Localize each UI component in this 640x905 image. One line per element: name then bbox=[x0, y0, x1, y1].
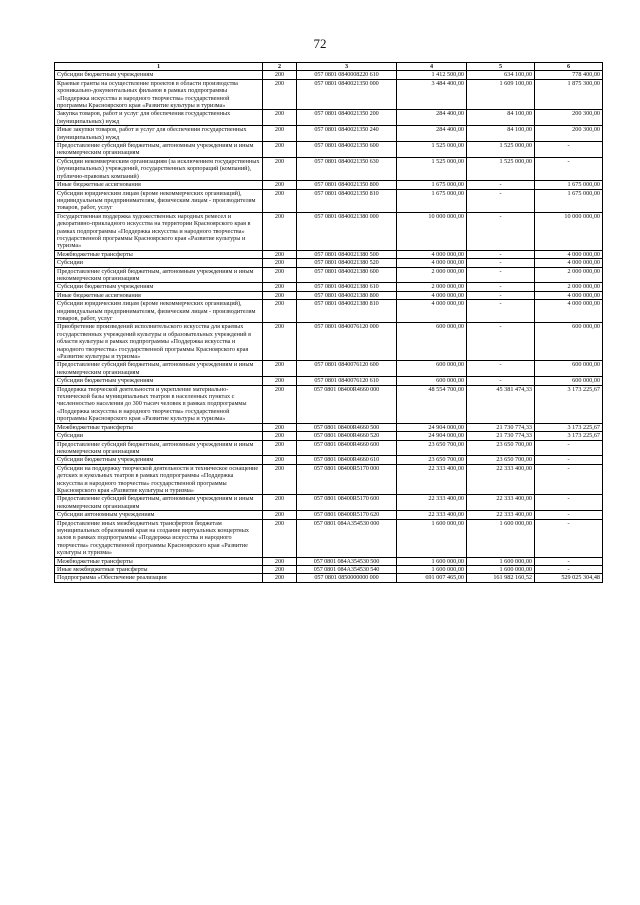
admin-code-cell: 200 bbox=[263, 71, 297, 79]
amount-cell: - bbox=[467, 283, 535, 291]
table-body bbox=[55, 71, 603, 582]
amount-cell: - bbox=[467, 267, 535, 283]
amount-cell: 22 333 400,00 bbox=[467, 495, 535, 511]
amount-cell: 23 650 700,00 bbox=[467, 440, 535, 456]
column-header: 6 bbox=[535, 63, 603, 71]
budget-code-cell: 057 0801 08400R4660 600 bbox=[297, 440, 397, 456]
table-row bbox=[55, 212, 603, 250]
amount-cell: 4 000 000,00 bbox=[535, 250, 603, 258]
amount-cell: 3 173 225,67 bbox=[535, 385, 603, 423]
admin-code-cell: 200 bbox=[263, 557, 297, 565]
amount-cell: 10 000 000,00 bbox=[535, 212, 603, 250]
budget-code-cell: 057 0801 08400R4660 610 bbox=[297, 456, 397, 464]
row-name-cell: Субсидии bbox=[55, 432, 263, 440]
amount-cell: 84 100,00 bbox=[467, 126, 535, 142]
admin-code-cell: 200 bbox=[263, 126, 297, 142]
row-name-cell: Иные бюджетные ассигнования bbox=[55, 181, 263, 189]
amount-cell: 200 300,00 bbox=[535, 126, 603, 142]
table-row bbox=[55, 566, 603, 574]
amount-cell: 22 333 400,00 bbox=[397, 464, 467, 495]
amount-cell: 1 675 000,00 bbox=[535, 189, 603, 212]
table-row bbox=[55, 423, 603, 431]
budget-code-cell: 057 0801 084А354530 500 bbox=[297, 557, 397, 565]
row-name-cell: Субсидии бюджетным учреждениям bbox=[55, 377, 263, 385]
budget-code-cell: 057 0801 0840021350 600 bbox=[297, 142, 397, 158]
admin-code-cell: 200 bbox=[263, 566, 297, 574]
amount-cell: 529 025 304,48 bbox=[535, 574, 603, 582]
table-row bbox=[55, 110, 603, 126]
budget-code-cell: 057 0801 0840021350 800 bbox=[297, 181, 397, 189]
amount-cell: - bbox=[467, 361, 535, 377]
amount-cell: 1 600 000,00 bbox=[397, 566, 467, 574]
row-name-cell: Субсидии бюджетным учреждениям bbox=[55, 283, 263, 291]
page-number: 72 bbox=[313, 36, 327, 51]
amount-cell: 23 650 700,00 bbox=[397, 456, 467, 464]
amount-cell: 1 525 000,00 bbox=[467, 157, 535, 180]
amount-cell: - bbox=[535, 157, 603, 180]
row-name-cell: Предоставление субсидий бюджетным, автономным учреждениям и иным некоммерческим организациям bbox=[55, 267, 263, 283]
admin-code-cell: 200 bbox=[263, 456, 297, 464]
row-name-cell: Межбюджетные трансферты bbox=[55, 423, 263, 431]
table-row bbox=[55, 361, 603, 377]
budget-code-cell: 057 0801 0840021380 600 bbox=[297, 267, 397, 283]
amount-cell: 1 675 000,00 bbox=[397, 181, 467, 189]
table-row bbox=[55, 79, 603, 110]
table-row bbox=[55, 300, 603, 323]
table-row bbox=[55, 519, 603, 557]
amount-cell: - bbox=[535, 519, 603, 557]
amount-cell: - bbox=[467, 300, 535, 323]
table-row bbox=[55, 71, 603, 79]
amount-cell: - bbox=[467, 181, 535, 189]
budget-code-cell: 057 0801 0840076120 000 bbox=[297, 323, 397, 361]
amount-cell: 600 000,00 bbox=[535, 323, 603, 361]
admin-code-cell: 200 bbox=[263, 189, 297, 212]
table-row bbox=[55, 283, 603, 291]
admin-code-cell: 200 bbox=[263, 511, 297, 519]
budget-code-cell: 057 0801 0840076120 610 bbox=[297, 377, 397, 385]
budget-code-cell: 057 0801 08400R4660 000 bbox=[297, 385, 397, 423]
table-row bbox=[55, 323, 603, 361]
amount-cell: 3 484 400,00 bbox=[397, 79, 467, 110]
budget-code-cell: 057 0801 0840021350 200 bbox=[297, 110, 397, 126]
row-name-cell: Поддержка творческой деятельности и укрепление материально-технической базы муниципальных театров в населенных пунктах с численностью населения до 300 тысяч человек в рамках подпрограммы «Поддержка искусства и народного творчества» государственной программы Красноярского края «Развитие культуры и туризма» bbox=[55, 385, 263, 423]
admin-code-cell: 200 bbox=[263, 291, 297, 299]
amount-cell: 1 525 000,00 bbox=[397, 157, 467, 180]
amount-cell: 161 982 160,52 bbox=[467, 574, 535, 582]
amount-cell: - bbox=[535, 142, 603, 158]
table-row bbox=[55, 267, 603, 283]
admin-code-cell: 200 bbox=[263, 432, 297, 440]
amount-cell: - bbox=[535, 464, 603, 495]
admin-code-cell: 200 bbox=[263, 283, 297, 291]
amount-cell: 1 600 000,00 bbox=[467, 519, 535, 557]
amount-cell: 2 000 000,00 bbox=[535, 267, 603, 283]
amount-cell: - bbox=[467, 259, 535, 267]
amount-cell: 23 650 700,00 bbox=[467, 456, 535, 464]
admin-code-cell: 200 bbox=[263, 574, 297, 582]
amount-cell: 2 000 000,00 bbox=[397, 267, 467, 283]
amount-cell: - bbox=[535, 456, 603, 464]
table-row bbox=[55, 495, 603, 511]
budget-code-cell: 057 0801 08400R4660 500 bbox=[297, 423, 397, 431]
amount-cell: - bbox=[467, 212, 535, 250]
table-row bbox=[55, 291, 603, 299]
amount-cell: - bbox=[535, 440, 603, 456]
column-header: 2 bbox=[263, 63, 297, 71]
table-row bbox=[55, 126, 603, 142]
admin-code-cell: 200 bbox=[263, 212, 297, 250]
table-row bbox=[55, 250, 603, 258]
amount-cell: 4 000 000,00 bbox=[397, 259, 467, 267]
amount-cell: - bbox=[467, 250, 535, 258]
admin-code-cell: 200 bbox=[263, 495, 297, 511]
row-name-cell: Субсидии юридическим лицам (кроме некоммерческих организаций), индивидуальным предпринимателям, физическим лицам - производителям товаров, работ, услуг bbox=[55, 300, 263, 323]
budget-code-cell: 057 0801 0850000000 000 bbox=[297, 574, 397, 582]
amount-cell: 1 525 000,00 bbox=[467, 142, 535, 158]
budget-code-cell: 057 0801 0840021380 810 bbox=[297, 300, 397, 323]
budget-code-cell: 057 0801 0840076120 600 bbox=[297, 361, 397, 377]
amount-cell: 22 333 400,00 bbox=[397, 495, 467, 511]
row-name-cell: Субсидии бюджетным учреждениям bbox=[55, 456, 263, 464]
budget-code-cell: 057 0801 08400R4660 520 bbox=[297, 432, 397, 440]
amount-cell: 200 300,00 bbox=[535, 110, 603, 126]
row-name-cell: Субсидии на поддержку творческой деятельности и техническое оснащение детских и кукольных театров в рамках подпрограммы «Поддержка искусства и народного творчества» государственной программы Красноярского края «Развитие культуры и туризма» bbox=[55, 464, 263, 495]
table-row bbox=[55, 181, 603, 189]
admin-code-cell: 200 bbox=[263, 259, 297, 267]
amount-cell: 1 875 300,00 bbox=[535, 79, 603, 110]
admin-code-cell: 200 bbox=[263, 519, 297, 557]
amount-cell: - bbox=[535, 557, 603, 565]
amount-cell: 21 730 774,33 bbox=[467, 423, 535, 431]
amount-cell: 691 007 465,00 bbox=[397, 574, 467, 582]
budget-code-cell: 057 0801 0840021380 520 bbox=[297, 259, 397, 267]
amount-cell: 23 650 700,00 bbox=[397, 440, 467, 456]
row-name-cell: Иные межбюджетные трансферты bbox=[55, 566, 263, 574]
amount-cell: 45 381 474,33 bbox=[467, 385, 535, 423]
budget-code-cell: 057 0801 0840021350 630 bbox=[297, 157, 397, 180]
table-row bbox=[55, 157, 603, 180]
amount-cell: 4 000 000,00 bbox=[397, 300, 467, 323]
row-name-cell: Субсидии некоммерческим организациям (за исключением государственных (муниципальных) учреждений, государственных корпораций (компаний), публично-правовых компаний) bbox=[55, 157, 263, 180]
amount-cell: - bbox=[467, 189, 535, 212]
amount-cell: 284 400,00 bbox=[397, 126, 467, 142]
column-header: 1 bbox=[55, 63, 263, 71]
amount-cell: 600 000,00 bbox=[535, 361, 603, 377]
amount-cell: 600 000,00 bbox=[397, 361, 467, 377]
amount-cell: - bbox=[467, 323, 535, 361]
amount-cell: 1 600 000,00 bbox=[397, 557, 467, 565]
budget-code-cell: 057 0801 084А354530 000 bbox=[297, 519, 397, 557]
amount-cell: 22 333 400,00 bbox=[397, 511, 467, 519]
row-name-cell: Иные закупки товаров, работ и услуг для обеспечения государственных (муниципальных) нужд bbox=[55, 126, 263, 142]
row-name-cell: Государственная поддержка художественных народных ремесел и декоративно-прикладного искусства на территории Красноярского края в рамках подпрограммы «Поддержка искусства и народного творчества» государственной программы Красноярского края «Развитие культуры и туризма» bbox=[55, 212, 263, 250]
amount-cell: 48 554 700,00 bbox=[397, 385, 467, 423]
budget-code-cell: 057 0801 0840021350 810 bbox=[297, 189, 397, 212]
admin-code-cell: 200 bbox=[263, 440, 297, 456]
amount-cell: 3 173 225,67 bbox=[535, 432, 603, 440]
amount-cell: 3 173 225,67 bbox=[535, 423, 603, 431]
admin-code-cell: 200 bbox=[263, 181, 297, 189]
amount-cell: 634 100,00 bbox=[467, 71, 535, 79]
table-row bbox=[55, 511, 603, 519]
table-row bbox=[55, 440, 603, 456]
row-name-cell: Краевые гранты на осуществление проектов в области производства хроникально-документальных фильмов в рамках подпрограммы «Поддержка искусства и народного творчества» государственной программы Красноярского края «Развитие культуры и туризма» bbox=[55, 79, 263, 110]
table-row bbox=[55, 456, 603, 464]
amount-cell: 22 333 400,00 bbox=[467, 511, 535, 519]
row-name-cell: Предоставление субсидий бюджетным, автономным учреждениям и иным некоммерческим организациям bbox=[55, 142, 263, 158]
row-name-cell: Субсидии юридическим лицам (кроме некоммерческих организаций), индивидуальным предпринимателям, физическим лицам - производителям товаров, работ, услуг bbox=[55, 189, 263, 212]
admin-code-cell: 200 bbox=[263, 464, 297, 495]
amount-cell: 1 675 000,00 bbox=[535, 181, 603, 189]
amount-cell: 600 000,00 bbox=[535, 377, 603, 385]
amount-cell: 4 000 000,00 bbox=[535, 300, 603, 323]
amount-cell: 2 000 000,00 bbox=[397, 283, 467, 291]
amount-cell: - bbox=[535, 511, 603, 519]
amount-cell: 778 400,00 bbox=[535, 71, 603, 79]
amount-cell: 1 412 500,00 bbox=[397, 71, 467, 79]
row-name-cell: Субсидии автономным учреждениям bbox=[55, 511, 263, 519]
table-header-row bbox=[55, 63, 603, 71]
budget-table bbox=[54, 62, 603, 583]
amount-cell: 1 675 000,00 bbox=[397, 189, 467, 212]
admin-code-cell: 200 bbox=[263, 142, 297, 158]
amount-cell: 4 000 000,00 bbox=[535, 259, 603, 267]
admin-code-cell: 200 bbox=[263, 250, 297, 258]
table-row bbox=[55, 574, 603, 582]
table-row bbox=[55, 464, 603, 495]
amount-cell: 1 600 000,00 bbox=[397, 519, 467, 557]
amount-cell: 84 100,00 bbox=[467, 110, 535, 126]
table-row bbox=[55, 432, 603, 440]
row-name-cell: Субсидии бюджетным учреждениям bbox=[55, 71, 263, 79]
amount-cell: 600 000,00 bbox=[397, 377, 467, 385]
budget-code-cell: 057 0801 08400R5170 000 bbox=[297, 464, 397, 495]
amount-cell: - bbox=[535, 495, 603, 511]
amount-cell: 1 600 000,00 bbox=[467, 566, 535, 574]
budget-code-cell: 057 0801 0840008220 610 bbox=[297, 71, 397, 79]
row-name-cell: Межбюджетные трансферты bbox=[55, 250, 263, 258]
row-name-cell: Подпрограмма «Обеспечение реализации bbox=[55, 574, 263, 582]
admin-code-cell: 200 bbox=[263, 300, 297, 323]
admin-code-cell: 200 bbox=[263, 385, 297, 423]
table-row bbox=[55, 377, 603, 385]
amount-cell: 24 904 000,00 bbox=[397, 423, 467, 431]
amount-cell: 24 904 000,00 bbox=[397, 432, 467, 440]
budget-code-cell: 057 0801 08400R5170 620 bbox=[297, 511, 397, 519]
admin-code-cell: 200 bbox=[263, 157, 297, 180]
row-name-cell: Приобретение произведений исполнительского искусства для краевых государственных учреждений культуры и образовательных учреждений в области культуры в рамках подпрограммы «Поддержка искусства и народного творчества» государственной программы Красноярского края «Развитие культуры и туризма» bbox=[55, 323, 263, 361]
amount-cell: - bbox=[467, 291, 535, 299]
amount-cell: 21 730 774,33 bbox=[467, 432, 535, 440]
column-header: 3 bbox=[297, 63, 397, 71]
amount-cell: 4 000 000,00 bbox=[397, 250, 467, 258]
budget-code-cell: 057 0801 0840021350 240 bbox=[297, 126, 397, 142]
budget-code-cell: 057 0801 08400R5170 600 bbox=[297, 495, 397, 511]
admin-code-cell: 200 bbox=[263, 110, 297, 126]
budget-code-cell: 057 0801 0840021380 000 bbox=[297, 212, 397, 250]
row-name-cell: Предоставление иных межбюджетных трансфертов бюджетам муниципальных образований края на создание виртуальных концертных залов в рамках подпрограммы «Поддержка искусства и народного творчества» государственной программы Красноярского края «Развитие культуры и туризма» bbox=[55, 519, 263, 557]
amount-cell: 284 400,00 bbox=[397, 110, 467, 126]
amount-cell: - bbox=[535, 566, 603, 574]
amount-cell: 10 000 000,00 bbox=[397, 212, 467, 250]
amount-cell: - bbox=[467, 377, 535, 385]
row-name-cell: Закупка товаров, работ и услуг для обеспечения государственных (муниципальных) нужд bbox=[55, 110, 263, 126]
admin-code-cell: 200 bbox=[263, 267, 297, 283]
row-name-cell: Предоставление субсидий бюджетным, автономным учреждениям и иным некоммерческим организациям bbox=[55, 495, 263, 511]
row-name-cell: Иные бюджетные ассигнования bbox=[55, 291, 263, 299]
amount-cell: 1 609 100,00 bbox=[467, 79, 535, 110]
table-row bbox=[55, 189, 603, 212]
amount-cell: 22 333 400,00 bbox=[467, 464, 535, 495]
table-row bbox=[55, 557, 603, 565]
budget-code-cell: 057 0801 0840021380 500 bbox=[297, 250, 397, 258]
amount-cell: 1 525 000,00 bbox=[397, 142, 467, 158]
column-header: 5 bbox=[467, 63, 535, 71]
admin-code-cell: 200 bbox=[263, 423, 297, 431]
column-header: 4 bbox=[397, 63, 467, 71]
row-name-cell: Предоставление субсидий бюджетным, автономным учреждениям и иным некоммерческим организациям bbox=[55, 440, 263, 456]
amount-cell: 4 000 000,00 bbox=[397, 291, 467, 299]
table-row bbox=[55, 385, 603, 423]
amount-cell: 1 600 000,00 bbox=[467, 557, 535, 565]
row-name-cell: Межбюджетные трансферты bbox=[55, 557, 263, 565]
amount-cell: 2 000 000,00 bbox=[535, 283, 603, 291]
amount-cell: 600 000,00 bbox=[397, 323, 467, 361]
row-name-cell: Субсидии bbox=[55, 259, 263, 267]
budget-code-cell: 057 0801 0840021350 000 bbox=[297, 79, 397, 110]
table-row bbox=[55, 142, 603, 158]
amount-cell: 4 000 000,00 bbox=[535, 291, 603, 299]
budget-code-cell: 057 0801 0840021380 610 bbox=[297, 283, 397, 291]
row-name-cell: Предоставление субсидий бюджетным, автономным учреждениям и иным некоммерческим организациям bbox=[55, 361, 263, 377]
budget-code-cell: 057 0801 084А354530 540 bbox=[297, 566, 397, 574]
admin-code-cell: 200 bbox=[263, 79, 297, 110]
admin-code-cell: 200 bbox=[263, 323, 297, 361]
table-row bbox=[55, 259, 603, 267]
admin-code-cell: 200 bbox=[263, 377, 297, 385]
admin-code-cell: 200 bbox=[263, 361, 297, 377]
budget-code-cell: 057 0801 0840021380 800 bbox=[297, 291, 397, 299]
